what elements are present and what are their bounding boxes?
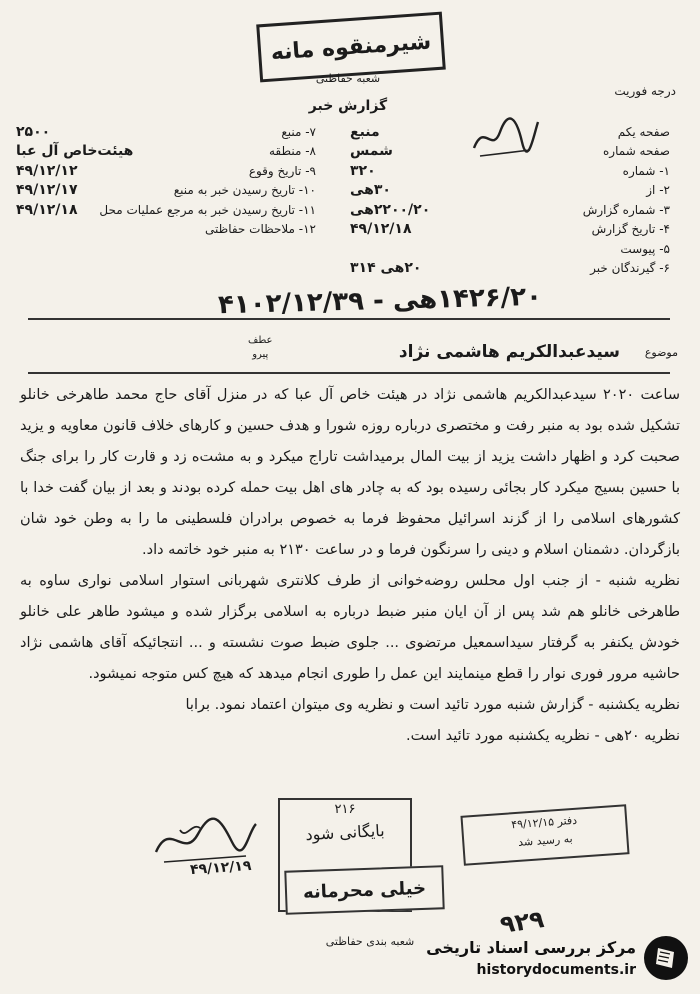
field-row xyxy=(350,239,670,259)
received-date: دفتر ۴۹/۱۲/۱۵ xyxy=(510,813,578,832)
field-value: ۴۹/۱۲/۱۷ xyxy=(16,182,78,199)
field-label: ۵- پیوست xyxy=(620,241,670,256)
divider xyxy=(28,318,670,320)
field-label: صفحه یکم xyxy=(617,124,670,139)
watermark xyxy=(420,934,692,986)
top-secret-stamp: خیلی محرمانه xyxy=(284,865,444,915)
followup-label: پیرو xyxy=(252,349,269,360)
field-row xyxy=(350,161,670,181)
classification-stamp: شیرمنقوه مانه xyxy=(256,12,446,83)
field-row xyxy=(16,122,316,142)
subject-label: موضوع xyxy=(644,346,678,359)
field-value: ۳۲۰ xyxy=(350,162,376,179)
field-value: ۴۹/۱۲/۱۸ xyxy=(16,201,78,218)
field-label: صفحه شماره xyxy=(603,144,670,159)
report-fields-left xyxy=(16,122,316,239)
field-row xyxy=(16,181,316,201)
watermark-url[interactable]: historydocuments.ir xyxy=(476,962,636,978)
field-row xyxy=(350,181,670,201)
field-label: ۱۰- تاریخ رسیدن خبر به منبع xyxy=(173,183,316,198)
watermark-title: مرکز بررسی اسناد تاریخی xyxy=(426,938,636,957)
reference-notes xyxy=(248,334,273,362)
archive-logo-icon xyxy=(644,936,688,980)
field-label: ۱- شماره xyxy=(622,163,670,178)
field-label: ۹- تاریخ وقوع xyxy=(248,163,316,178)
report-body xyxy=(20,380,680,752)
field-value: منبع xyxy=(350,123,380,140)
footer-unit: شعبه بندی حفاظتی xyxy=(325,935,415,948)
field-label: ۲- از xyxy=(646,183,670,198)
field-value: ۴۹/۱۲/۱۸ xyxy=(350,221,412,238)
field-value: ۴۹/۱۲/۱۲ xyxy=(16,162,78,179)
reference-label: عطف xyxy=(248,335,273,346)
body-paragraph: نظریه ۲۰هی - نظریه یکشنبه مورد تائید است. xyxy=(405,728,680,744)
field-row xyxy=(350,200,670,220)
subject-text: سیدعبدالکریم هاشمی نژاد xyxy=(398,342,620,362)
signature-date: ۴۹/۱۲/۱۹ xyxy=(189,857,252,879)
handwritten-serial-number: ۱۴۲۶/۲۰هی - ۴۱۰۲/۱۲/۳۹ xyxy=(217,281,543,321)
divider xyxy=(28,372,670,374)
field-label: ۱۲- ملاحظات حفاظتی xyxy=(205,222,316,237)
body-paragraph: ساعت ۲۰۲۰ سیدعبدالکریم هاشمی نژاد در هیئت خاص آل عبا که در منزل آقای حاج محمد طاهرخی خانلو تشکیل شده بود به منبر رفت و مختصری درباره روزه شورا و هدف حسین و کارهای خلاف قانون معاویه و یزید صحبت کرد و اظهار داشت یزید از بیت المال برمیداشت تاراج میکرد و به مشت‌ه زد و قارت کار را برای جنگ با حسین بسیج میکرد کار بجائی رسیده بود که به چادر های اهل بیت حمله کرده بودند و بعد از بیان گفت خدا با کشورهای اسلامی را از گزند اسرائیل محفوظ فرما به خصوص برادران فلسطینی ما را به وطن خود شان بازگردان. دشمنان اسلام و دینی را سرنگون فرما و در ساعت ۲۱۳۰ به منبر خود خاتمه داد. xyxy=(20,387,680,558)
field-row xyxy=(16,142,316,162)
report-fields-right xyxy=(350,122,670,278)
field-label: ۷- منبع xyxy=(281,124,316,139)
field-label: ۱۱- تاریخ رسیدن خبر به مرجع عملیات محل xyxy=(99,202,316,217)
field-row xyxy=(16,200,316,220)
page-title: گزارش خبر xyxy=(308,98,388,114)
field-row xyxy=(350,259,670,279)
field-value: ۳۰هی xyxy=(350,182,391,199)
body-paragraph: نظریه شنبه - از جنب اول محلس روضه‌خوانی از طرف کلانتری شهربانی استوار اسلامی نواری ساوه به طاهرخی خانلو هم شد پس از آن ایان منبر ضبط درباره به اسلامی برگزار شده و میشود طاهر علی خانلو خودش یکنفر به گرفتار سیداسمعیل مرتضوی ... جلوی ضبط صوت نشسته و ... انتجائیکه آقای هاشمی نژاد حاشیه مرور فوری نوار را قطع مینمایند این عمل را طوری انجام میدهد که هیچ کس متوجه نمیشود. xyxy=(20,573,680,682)
field-row xyxy=(350,142,670,162)
field-value: هیئت‌خاص آل عبا xyxy=(16,143,134,160)
field-value: شمس xyxy=(350,143,393,160)
field-value: ۲۵۰۰ xyxy=(16,123,51,140)
archive-number: ۲۱۶ xyxy=(334,802,356,817)
department-label: شعبه حفاظتی xyxy=(315,72,381,85)
field-label: ۶- گیرندگان خبر xyxy=(590,261,670,276)
archive-text: بایگانی شود xyxy=(304,820,386,845)
body-paragraph: نظریه یکشنبه - گزارش شنبه مورد تائید است و نظریه وی میتوان اعتماد نمود. برابا xyxy=(185,697,680,713)
field-row xyxy=(350,122,670,142)
received-stamp xyxy=(460,804,629,865)
urgency-label: درجه فوریت xyxy=(614,84,676,98)
field-row xyxy=(16,220,316,240)
field-value: ۲۲۰۰/۲۰هی xyxy=(350,201,431,218)
field-label: ۳- شماره گزارش xyxy=(582,202,670,217)
field-label: ۴- تاریخ گزارش xyxy=(591,222,670,237)
handwritten-number: ۹۲۹ xyxy=(498,905,546,939)
field-row xyxy=(350,220,670,240)
field-row xyxy=(16,161,316,181)
received-text: به رسید شد xyxy=(517,832,574,849)
field-label: ۸- منطقه xyxy=(269,144,316,159)
field-value: ۲۰هی ۳۱۴ xyxy=(350,260,422,277)
